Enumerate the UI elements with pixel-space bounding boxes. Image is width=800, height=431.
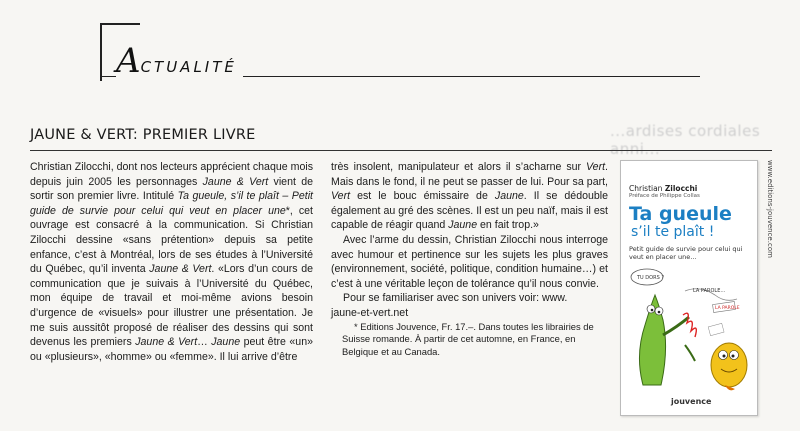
footnote: * Editions Jouvence, Fr. 17.–. Dans toutes les librairies de Suisse romande. À partir de cet automne, en France, en Belgique et au Canada. xyxy=(342,320,594,357)
bubble-3: LA PAROLE xyxy=(715,306,740,311)
book-title-line-2: s’il te plaît ! xyxy=(631,224,715,240)
section-title xyxy=(116,41,243,81)
col1-paragraph: Christian Zilocchi, dont nos lecteurs apprécient chaque mois depuis juin 2005 les personnages Jaune & Vert vient de sortir son premier livre. Intitulé Ta gueule, s’il te plaît – Petit guide de survie pour celui qui veut en placer une*, cet ouvrage est consacré à la communication. Si Christian Zilocchi dessine «sans prétention» depuis sa petite enfance, c’est à Montréal, lors de ses études à l’Université du Québec, qu’il inventa Jaune & Vert. «Lors d’un cours de communication que je suivais à l’Université du Québec, mon équipe de travail et moi-même avions besoin d’urgence de «visuels» pour illustrer une présentation. Je me suis aussitôt proposé de réaliser des dessins qui sont devenus les premiers Jaune & Vert… Jaune peut être «un» ou «plusieurs», «homme» ou «femme». Il lui arrive d’être xyxy=(30,161,313,363)
book-title-line-1: Ta gueule xyxy=(629,203,732,225)
bubble-2: LA PAROLE… xyxy=(693,288,726,294)
article-rule xyxy=(30,150,772,151)
book-spine-url: www.editions-jouvence.com xyxy=(766,160,774,258)
book-cover xyxy=(620,160,758,416)
col2-paragraph-3: Pour se familiariser avec son univers voir: www. xyxy=(343,292,568,305)
section-rest: CTUALITÉ xyxy=(140,58,237,76)
section-initial: A xyxy=(116,41,141,81)
book-preface: Préface de Philippe Collas xyxy=(629,193,700,199)
col2-paragraph-1: très insolent, manipulateur et alors il s’acharne sur Vert. Mais dans le fond, il ne peut se passer de lui. Pour sa part, Vert est le bouc émissaire de Jaune. Il se dédouble également au gré des scènes. Il est un peu naïf, mais il est capable de réagir quand Jaune en fait trop.» xyxy=(331,161,609,232)
website-link[interactable]: jaune-et-vert.net xyxy=(331,306,409,319)
article-title: JAUNE & VERT: PREMIER LIVRE xyxy=(30,127,256,143)
article-column-1 xyxy=(30,160,313,364)
article-column-2 xyxy=(331,160,608,358)
bubble-1: TU DORS ? xyxy=(637,275,664,281)
col2-paragraph-2: Avec l’arme du dessin, Christian Zilocchi nous interroge avec humour et pertinence sur les sujets les plus graves (environnement, société, politique, condition humaine…) et c’est à une véritable leçon de tolérance qu’il nous convie. xyxy=(331,233,608,290)
bleed-through-text: ...ardises cordiales anni... xyxy=(610,122,761,158)
book-author: Christian Zilocchi xyxy=(629,184,698,193)
book-publisher: jouvence xyxy=(671,397,712,406)
book-subtitle: Petit guide de survie pour celui qui veut en placer une… xyxy=(629,245,743,261)
book-illustration xyxy=(625,265,755,395)
